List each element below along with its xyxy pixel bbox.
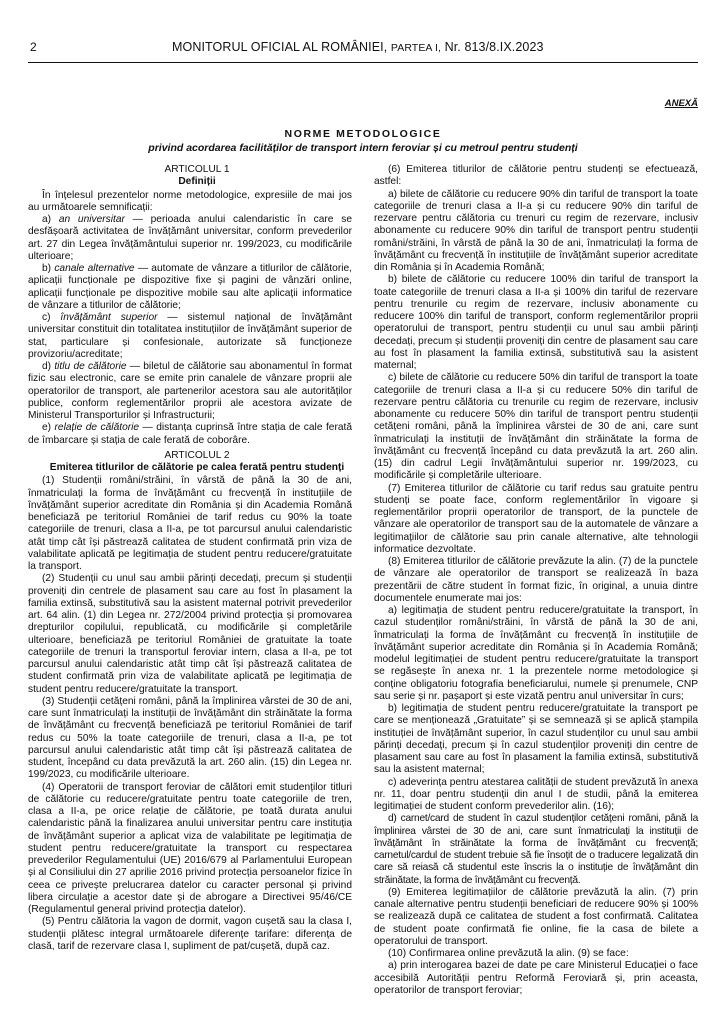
article-2-para-8b: b) legitimația de student pentru reducere/gratuitate la transport pe care se menționează „Gratuitate” și se semnează și se aplică ștampila instituției de învățământ superior, în cazul studenților cu unul sau ambii părinți decedați, precum și în cazul studenților proveniți din centre de plasament sau care au fost în plasament la familia extinsă, substitutivă sau la asistent maternal;	[374, 703, 698, 776]
article-2-para-2: (2) Studenții cu unul sau ambii părinți decedați, precum și studenții proveniți din centrele de plasament sau care au fost în plasament la familia extinsă, substitutivă sau la asistent maternal potrivit prevederilor art. 64 alin. (1) din Legea nr. 272/2004 privind protecția și promovarea drepturilor copilului, republicată, cu modificările și completările ulterioare, beneficiază pe teritoriul României de gratuitate la toate categoriile de trenuri la transportul feroviar intern, clasa a II-a, pe tot parcursul anului calendaristic atât timp cât își păstrează calitatea de student confirmată prin viza de valabilitate aplicată pe legitimația de student pentru reducere/gratuitate la transport.	[28, 573, 352, 695]
page-number: 2	[30, 40, 37, 54]
definition-c: c) învățământ superior — sistemul național de învățământ universitar constituit din totalitatea instituțiilor de învățământ superior de stat, particulare și confesionale, autorizate să funcționeze provizoriu/acreditate;	[28, 312, 352, 360]
document-subtitle: privind acordarea facilităților de transport intern feroviar și cu metroul pentru studenți	[148, 142, 578, 154]
annex-label: ANEXĂ	[664, 98, 698, 109]
publication-part: PARTEA I,	[390, 42, 442, 54]
article-2-para-3: (3) Studenții cetățeni români, până la împlinirea vârstei de 30 de ani, care sunt înmatriculați la instituții de învățământ din străinătate la forma de învățământ cu frecvență beneficiază pe teritoriul României de tarif redus cu 50% la toate categoriile de trenuri, clasa a II-a, pe tot parcursul anului calendaristic atât timp cât își păstrează calitatea de student, începând cu data prevăzută la art. 260 alin. (15) din Legea nr. 199/2023, cu modificările ulterioare.	[28, 695, 352, 781]
article-2-para-10a: a) prin interogarea bazei de date pe care Ministerul Educației o face accesibilă Autorității pentru Reformă Feroviară și, prin aceasta, operatorilor de transport feroviar;	[374, 960, 698, 996]
article-2-para-9: (9) Emiterea legitimațiilor de călătorie prevăzută la alin. (7) prin canale alternative pentru studenții beneficiari de reducere 90% și 100% se realizează după ce calitatea de student a fost confirmată. Calitatea de student poate confirmată fie online, fie la casa de bilete a operatorului de transport.	[374, 886, 698, 947]
article-2-para-6: (6) Emiterea titlurilor de călătorie pentru studenți se efectuează, astfel:	[374, 164, 698, 188]
article-2-para-8a: a) legitimația de student pentru reducere/gratuitate la transport, în cazul studenților români/străini, în vârstă de până la 30 de ani, înmatriculați la forma de învățământ cu frecvență în instituțiile de învățământ superior acreditate din România și în Academia Română; modelul legitimației de student pentru reducere/gratuitate la transport se regăsește în anexa nr. 1 la prezentele norme metodologice și conține obligatoriu fotografia beneficiarului, numele și prenumele, CNP sau serie și nr. pașaport și este vizată pentru anul universitar în curs;	[374, 605, 698, 702]
article-2-para-8: (8) Emiterea titlurilor de călătorie prevăzute la alin. (7) de la punctele de vânzare ale operatorilor de transport se realizează în baza prezentării de către student în format fizic, în original, a unuia dintre documentele enumerate mai jos:	[374, 556, 698, 604]
right-column	[374, 164, 698, 997]
article-2-para-1: (1) Studenții români/străini, în vârstă de până la 30 de ani, înmatriculați la forma de învățământ cu frecvență în instituțiile de învățământ superior acreditate din România și din Academia Română beneficiază pe teritoriul României de tarif redus cu 90% la toate categoriile de trenuri, clasa a II-a, pe tot parcursul anului calendaristic atât timp cât își păstrează calitatea de student confirmată prin viza de valabilitate aplicată pe legitimația de student pentru reducere/gratuitate la transport.	[28, 475, 352, 572]
header-rule	[28, 62, 698, 63]
running-header	[172, 40, 544, 54]
page-header	[28, 40, 698, 60]
definition-d: d) titlu de călătorie — biletul de călătorie sau abonamentul în format fizic sau electronic, care se emite prin canalele de vânzare proprii ale operatorilor de transport, ale partenerilor acestora sau ale autorităților publice, conform reglementărilor proprii ale acestora avizate de Ministerul Transporturilor și Infrastructurii;	[28, 361, 352, 421]
article-2-para-6c: c) bilete de călătorie cu reducere 50% din tariful de transport la toate categoriile de trenuri clasa a II-a și cu reducere 50% din tariful de rezervare pentru călătoria cu trenurile cu regim de rezervare, inclusiv abonamente cu reducere 50% din tariful de transport pentru studenții cetățeni români, până la împlinirea vârstei de 30 de ani, care sunt înmatriculați la instituții de învățământ din străinătate la forma de învățământ cu frecvență începând cu data prevăzută la art. 260 alin. (15) din cadrul Legii învățământului superior nr. 199/2023, cu modificările și completările ulterioare.	[374, 372, 698, 482]
article-2-para-6a: a) bilete de călătorie cu reducere 90% din tariful de transport la toate categoriile de trenuri clasa a II-a și cu reducere 90% din tariful de rezervare pentru călătoria cu trenuri cu regim de rezervare, inclusiv abonamente cu reducere 90% din tariful de transport pentru studenții români/străini, în vârstă de până la 30 de ani, înmatriculați la forma de învățământ cu frecvență în instituțiile de învățământ superior acreditate din România și în Academia Română;	[374, 188, 698, 273]
issue-number: Nr. 813/8.IX.2023	[444, 40, 544, 54]
article-2-para-6b: b) bilete de călătorie cu reducere 100% din tariful de transport la toate categoriile de trenuri clasa a II-a și 100% din tariful de rezervare pentru trenurile cu regim de rezervare, inclusiv abonamente cu reducere 100% din tariful de transport, conform reglementărilor proprii operatorului de transport, pentru studenții cu unul sau ambii părinți decedați, precum și studenții proveniți din centre de plasament sau care au fost în plasament la familia extinsă, substitutivă sau la asistent maternal;	[374, 274, 698, 371]
article-2-para-8d: d) carnet/card de student în cazul studenților cetățeni români, până la împlinirea vârstei de 30 de ani, care sunt înmatriculați la instituții de învățământ în străinătate la forma de învățământ cu frecvență; carnetul/cardul de student trebuie să fie însoțit de o traducere legalizată din care să reiasă că studentul este înscris la o instituție de învățământ din străinătate, la forma de învățământ cu frecvență.	[374, 813, 698, 886]
document-title: NORME METODOLOGICE	[284, 128, 442, 140]
article-1-intro: În înțelesul prezentelor norme metodologice, expresiile de mai jos au următoarele semnificații:	[28, 189, 352, 213]
article-2-para-7: (7) Emiterea titlurilor de călătorie cu tarif redus sau gratuite pentru studenți se poate face, conform reglementărilor în vigoare și reglementărilor proprii operatorilor de transport, de la punctele de vânzare ale operatorilor de transport sau de la automatele de vânzare a legitimațiilor de călătorie sau prin canale alternative, alte tehnologii informatice dezvoltate.	[374, 482, 698, 555]
article-2-para-10: (10) Confirmarea online prevăzută la alin. (9) se face:	[388, 948, 629, 959]
publication-name: MONITORUL OFICIAL AL ROMÂNIEI,	[172, 40, 388, 54]
article-2-title: Emiterea titlurilor de călătorie pe calea ferată pentru studenți	[49, 462, 345, 473]
definition-b: b) canale alternative — automate de vânzare a titlurilor de călătorie, aplicații funcționale pe dispozitive fixe și pagini de vânzări online, aplicații funcționale pe dispozitive mobile sau alte aplicații informatice de vânzare a titlurilor de călătorie;	[28, 263, 352, 311]
article-2-para-4: (4) Operatorii de transport feroviar de călători emit studenților titluri de călătorie cu reducere/gratuitate pentru toate categoriile de tren, clasa a II-a, pe orice relație de călătorie, pe toată durata anului calendaristic până la finalizarea anului universitar pentru care instituția de învățământ superior a aplicat viza de valabilitate pe legitimația de student pentru reducere/gratuitate la transport cu respectarea prevederilor Regulamentului (UE) 2016/679 al Parlamentului European și al Consiliului din 27 aprilie 2016 privind protecția persoanelor fizice în ceea ce privește prelucrarea datelor cu caracter personal și privind libera circulație a acestor date și de abrogare a Directivei 95/46/CE (Regulamentul general privind protecția datelor).	[28, 781, 352, 915]
article-1-label: ARTICOLUL 1	[164, 164, 230, 175]
article-2-para-8c: c) adeverința pentru atestarea calității de student prevăzută în anexa nr. 11, doar pentru studenții din anul I de studii, până la emiterea legitimației de student conform prevederilor alin. (16);	[374, 776, 698, 812]
article-1-title: Definiții	[178, 176, 216, 188]
definition-a: a) an universitar — perioada anului calendaristic în care se desfășoară activitatea de învățământ universitar, conform prevederilor art. 27 din Legea învățământului superior nr. 199/2023, cu modificările ulterioare;	[28, 214, 352, 262]
article-2-label: ARTICOLUL 2	[164, 449, 230, 461]
left-column	[28, 164, 352, 953]
article-2-para-5: (5) Pentru călătoria la vagon de dormit, vagon cușetă sau la clasa I, studenții plătesc integral următoarele diferențe tarifare: diferența de clasă, tarif de rezervare clasa I, supliment de pat/cușetă, după caz.	[28, 916, 352, 952]
definition-e: e) relație de călătorie — distanța cuprinsă între stația de cale ferată de îmbarcare și stația de cale ferată de coborâre.	[28, 422, 353, 446]
